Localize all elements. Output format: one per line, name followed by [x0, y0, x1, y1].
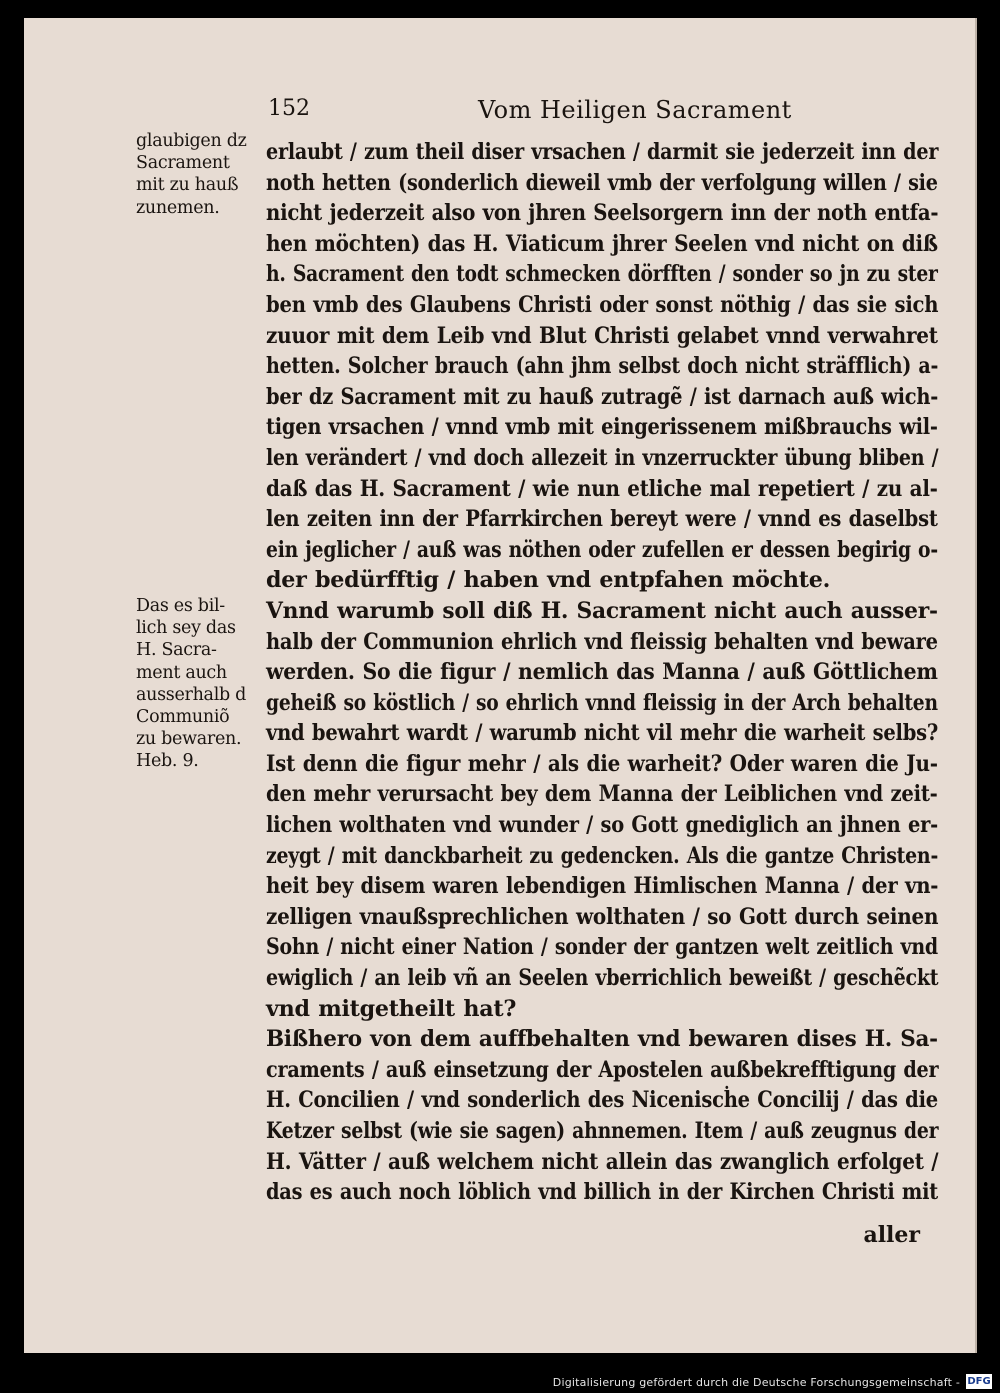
- text-line: der bedürfftig / haben vnd entpfahen möchte.: [266, 567, 831, 594]
- text-line: ber dz Sacrament mit zu hauß zutragẽ / ist darnach auß wich-: [266, 383, 939, 410]
- text-line: geheiß so köstlich / so ehrlich vnnd fleissig in der Arch behalten: [266, 689, 938, 716]
- main-text-block: [266, 137, 938, 1208]
- text-line: zuuor mit dem Leib vnd Blut Christi gelabet vnnd verwahret: [266, 322, 938, 349]
- running-head: Vom Heiligen Sacrament: [478, 96, 792, 124]
- text-line: den mehr verursacht bey dem Manna der Leiblichen vnd zeit-: [266, 781, 938, 808]
- margin-note-line: zunemen.: [136, 197, 220, 218]
- text-line: vnd mitgetheilt hat?: [266, 995, 517, 1022]
- text-line: len zeiten inn der Pfarrkirchen bereyt were / vnnd es daselbst: [266, 506, 938, 533]
- footer-credit: Digitalisierung gefördert durch die Deutsche Forschungsgemeinschaft -: [552, 1376, 960, 1389]
- margin-note-line: Das es bil-: [136, 596, 225, 616]
- text-line: werden. So die figur / nemlich das Manna / auß Göttlichem: [266, 659, 938, 686]
- text-line: lichen wolthaten vnd wunder / so Gott gnediglich an jhnen er-: [266, 812, 938, 839]
- text-line: hen möchten) das H. Viaticum jhrer Seelen vnd nicht on diß: [266, 230, 938, 257]
- text-line: nicht jederzeit also von jhren Seelsorgern inn der noth entfa-: [266, 200, 939, 227]
- margin-note-2: [136, 595, 246, 773]
- margin-note-line: glaubigen dz: [136, 131, 247, 151]
- margin-note-1: [136, 130, 247, 219]
- margin-note-line: H. Sacra-: [136, 640, 217, 661]
- text-line: zeygt / mit danckbarheit zu gedencken. Als die gantze Christen-: [266, 842, 939, 869]
- text-line: daß das H. Sacrament / wie nun etliche mal repetiert / zu al-: [266, 475, 938, 502]
- text-line: Ist denn die figur mehr / als die warheit? Oder waren die Ju-: [266, 750, 938, 777]
- text-line: H. Vätter / auß welchem nicht allein das zwanglich erfolget /: [266, 1148, 939, 1175]
- text-line: h. Sacrament den todt schmecken dörfften / sonder so jn zu ster: [266, 261, 938, 288]
- dfg-logo: DFG: [967, 1376, 991, 1387]
- margin-note-line: lich sey das: [136, 618, 236, 639]
- text-line: noth hetten (sonderlich dieweil vmb der verfolgung willen / sie: [266, 169, 938, 196]
- text-line: Ketzer selbst (wie sie sagen) ahnnemen. Item / auß zeugnus der: [266, 1118, 939, 1144]
- text-line: erlaubt / zum theil diser vrsachen / darmit sie jederzeit inn der: [266, 139, 939, 165]
- margin-note-line: Sacrament: [136, 153, 230, 174]
- text-line: Bißhero von dem auffbehalten vnd bewaren dises H. Sa-: [266, 1026, 938, 1053]
- text-line: tigen vrsachen / vnnd vmb mit eingerissenem mißbrauchs wil-: [266, 414, 938, 441]
- text-line: ben vmb des Glaubens Christi oder sonst nöthig / das sie sich: [266, 291, 939, 318]
- text-line: halb der Communion ehrlich vnd fleissig behalten vnd beware: [266, 628, 938, 655]
- text-line: Vnnd warumb soll diß H. Sacrament nicht auch ausser-: [266, 597, 938, 624]
- margin-note-line: Communiõ: [136, 707, 230, 728]
- page-number: 152: [268, 96, 310, 121]
- text-line: Sohn / nicht einer Nation / sonder der gantzen welt zeitlich vnd: [266, 934, 938, 961]
- text-line: heit bey disem waren lebendigen Himlischen Manna / der vn-: [266, 873, 939, 900]
- text-line: vnd bewahrt wardt / warumb nicht vil mehr die warheit selbs?: [266, 720, 939, 747]
- text-line: len verändert / vnd doch allezeit in vnzerruckter übung bliben /: [266, 444, 939, 471]
- text-line: hetten. Solcher brauch (ahn jhm selbst doch nicht sträfflich) a-: [266, 353, 939, 380]
- margin-note-line: mit zu hauß: [136, 175, 239, 196]
- text-line: H. Concilien / vnd sonderlich des Niceniscḣe Concilij / das die: [266, 1087, 938, 1114]
- text-line: ewiglich / an leib vñ an Seelen vberrichlich beweißt / geschẽckt: [266, 965, 939, 992]
- catchword: aller: [863, 1222, 920, 1248]
- margin-note-line: Heb. 9.: [136, 751, 199, 772]
- margin-note-line: ausserhalb d: [136, 684, 247, 705]
- text-line: zelligen vnaußsprechlichen wolthaten / so Gott durch seinen: [266, 903, 939, 930]
- text-line: craments / auß einsetzung der Apostelen außbekrefftigung der: [266, 1056, 939, 1083]
- margin-note-line: ment auch: [136, 662, 227, 683]
- text-line: das es auch noch löblich vnd billich in der Kirchen Christi mit: [266, 1179, 938, 1206]
- text-line: ein jeglicher / auß was nöthen oder zufellen er dessen begirig o-: [266, 536, 938, 563]
- margin-note-line: zu bewaren.: [136, 729, 242, 750]
